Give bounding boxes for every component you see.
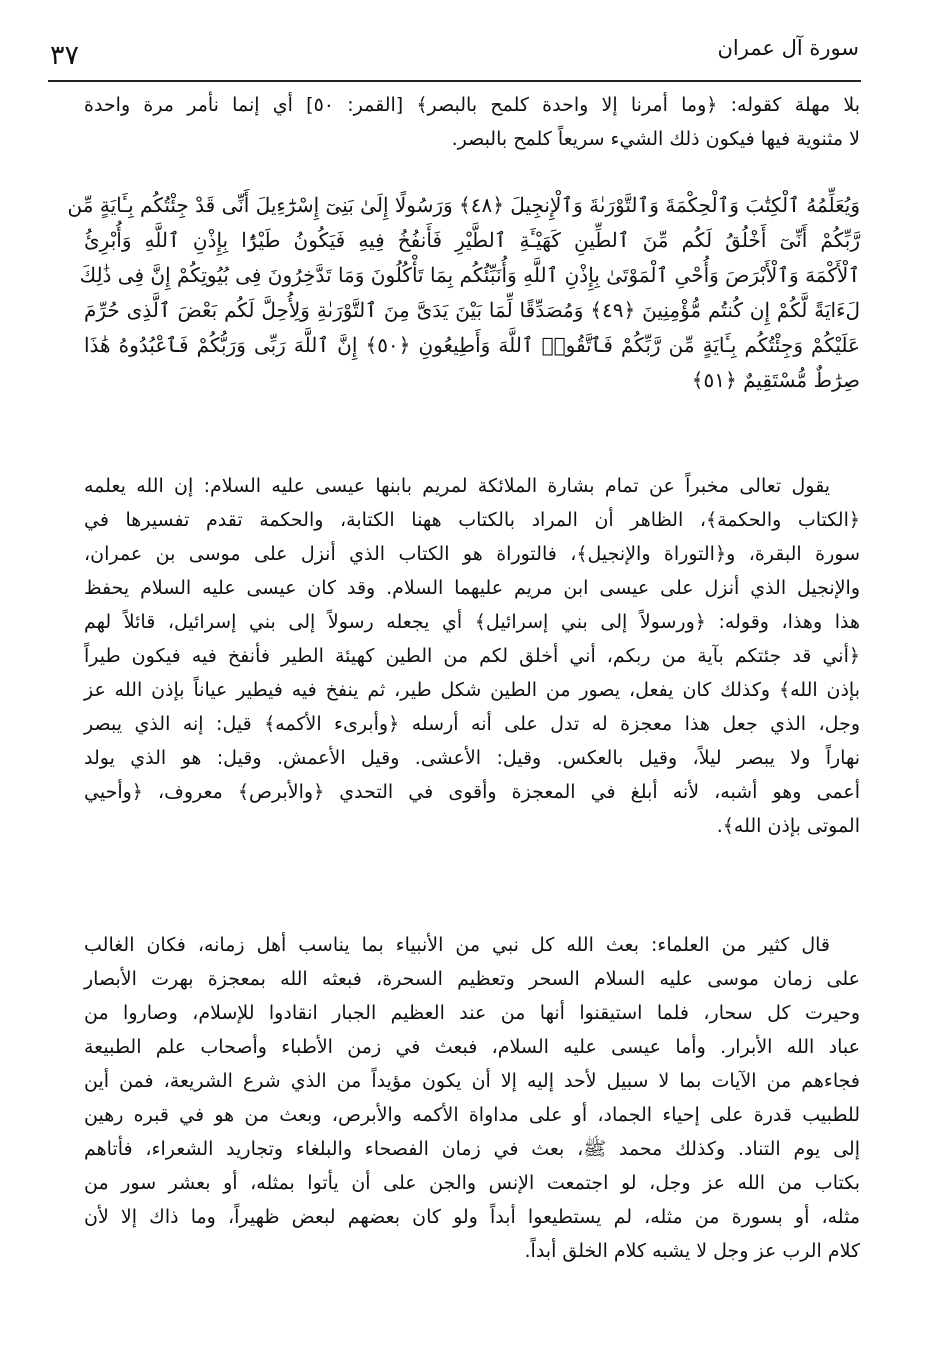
text-line: رَّبِّكُمْ أَنِّىٓ أَخْلُقُ لَكُم مِّنَ ٱلطِّينِ كَهَيْـَٔةِ ٱلطَّيْرِ فَأَنفُخُ فِيهِ فَيَكُونُ طَيْرًۢا بِإِذْنِ ٱللَّهِ وَأُبْرِئُ bbox=[84, 228, 860, 252]
text-line: وَيُعَلِّمُهُ ٱلْكِتَٰبَ وَٱلْحِكْمَةَ وَٱلتَّوْرَىٰةَ وَٱلْإِنجِيلَ ﴿٤٨﴾ وَرَسُولًا إِلَىٰ بَنِىٓ إِسْرَٰٓءِيلَ أَنِّى قَدْ جِئْتُكُم بِـَٔايَةٍ مِّن bbox=[67, 193, 860, 217]
text-line: صِرَٰطٌ مُّسْتَقِيمٌ ﴿٥١﴾ bbox=[691, 368, 860, 392]
text-line: والإنجيل الذي أنزل على عيسى ابن مريم عليهما السلام. وقد كان عيسى عليه السلام يحفظ bbox=[84, 577, 860, 599]
text-line: وجل، الذي جعل هذا معجزة له تدل على أنه أرسله ﴿وأبرىء الأكمه﴾ قيل: إنه الذي يبصر bbox=[84, 713, 860, 735]
text-line: بإذن الله﴾ وكذلك كان يفعل، يصور من الطين شكل طير، ثم ينفخ فيه فيطير عياناً بإذن الله عز bbox=[84, 679, 860, 701]
text-line: لا مثنوية فيها فيكون ذلك الشيء سريعاً كلمح بالبصر. bbox=[451, 128, 860, 150]
intro-paragraph bbox=[84, 88, 860, 156]
text-line: إلى يوم التناد. وكذلك محمد ﷺ، بعث في زمان الفصحاء والبلغاء وتجاريد الشعراء، فأتاهم bbox=[84, 1138, 860, 1160]
text-line: قال كثير من العلماء: بعث الله كل نبي من الأنبياء بما يناسب أهل زمانه، فكان الغالب bbox=[84, 934, 830, 956]
text-line: كلام الرب عز وجل لا يشبه كلام الخلق أبداً. bbox=[524, 1240, 860, 1262]
header-divider bbox=[48, 80, 861, 82]
text-line: بلا مهلة كقوله: ﴿وما أمرنا إلا واحدة كلمح بالبصر﴾ [القمر: ٥٠] أي إنما نأمر مرة واحدة bbox=[84, 94, 860, 116]
text-line: لَءَايَةً لَّكُمْ إِن كُنتُم مُّؤْمِنِينَ ﴿٤٩﴾ وَمُصَدِّقًا لِّمَا بَيْنَ يَدَىَّ مِنَ ٱلتَّوْرَىٰةِ وَلِأُحِلَّ لَكُم بَعْضَ ٱلَّذِى حُرِّمَ bbox=[84, 298, 860, 322]
text-line: أعمى وهو أشبه، لأنه أبلغ في المعجزة وأقوى في التحدي ﴿والأبرص﴾ معروف، ﴿وأحيي bbox=[84, 781, 860, 803]
text-line: للطبيب قدرة على إحياء الجماد، أو على مداواة الأكمه والأبرص، وبعث من هو في قبره رهين bbox=[84, 1104, 860, 1126]
text-line: عباد الله الأبرار. وأما عيسى عليه السلام، فبعث في زمن الأطباء وأصحاب علم الطبيعة bbox=[84, 1036, 860, 1058]
text-line: وحيرت كل سحار، فلما استيقنوا أنها من عند العظيم الجبار انقادوا للإسلام، وصاروا من bbox=[84, 1002, 860, 1024]
text-line: يقول تعالى مخبراً عن تمام بشارة الملائكة لمريم بابنها عيسى عليه السلام: إن الله يعلمه bbox=[84, 475, 830, 497]
text-line: الموتى بإذن الله﴾. bbox=[716, 815, 860, 837]
quran-verses bbox=[67, 188, 860, 398]
text-line: ﴿أني قد جئتكم بآية من ربكم، أني أخلق لكم من الطين كهيئة الطير فأنفخ فيه فيكون طيراً bbox=[84, 645, 860, 667]
text-line: ﴿الكتاب والحكمة﴾، الظاهر أن المراد بالكتاب ههنا الكتابة، والحكمة تقدم تفسيرها في bbox=[84, 509, 860, 531]
commentary-paragraph-2 bbox=[84, 928, 860, 1268]
text-line: هذا وهذا، وقوله: ﴿ورسولاً إلى بني إسرائيل﴾ أي يجعله رسولاً إلى بني إسرائيل، قائلاً لهم bbox=[84, 611, 860, 633]
text-line: عَلَيْكُمْ وَجِئْتُكُم بِـَٔايَةٍ مِّن رَّبِّكُمْ فَٱتَّقُوا۟ ٱللَّهَ وَأَطِيعُونِ ﴿٥٠﴾ إِنَّ ٱللَّهَ رَبِّى وَرَبُّكُمْ فَٱعْبُدُوهُ هَٰذَا bbox=[84, 333, 860, 357]
text-line: نهاراً ولا يبصر ليلاً، وقيل بالعكس. وقيل: الأعشى. وقيل الأعمش. وقيل: هو الذي يولد bbox=[84, 747, 860, 769]
running-title: سورة آل عمران bbox=[717, 36, 859, 60]
text-line: مثله، أو بسورة من مثله، لم يستطيعوا أبداً ولو كان بعضهم لبعض ظهيراً، وما ذاك إلا لأن bbox=[84, 1206, 860, 1228]
text-line: فجاءهم من الآيات بما لا سبيل لأحد إليه إلا أن يكون مؤيداً من الذي شرع الشريعة، فمن أين bbox=[84, 1070, 860, 1092]
page-number: ٣٧ bbox=[50, 40, 80, 71]
text-line: بكتاب من الله عز وجل، لو اجتمعت الإنس والجن على أن يأتوا بمثله، أو بعشر سور من bbox=[84, 1172, 860, 1194]
commentary-paragraph-1 bbox=[84, 469, 860, 843]
text-line: ٱلْأَكْمَهَ وَٱلْأَبْرَصَ وَأُحْىِ ٱلْمَوْتَىٰ بِإِذْنِ ٱللَّهِ وَأُنَبِّئُكُم بِمَا تَأْكُلُونَ وَمَا تَدَّخِرُونَ فِى بُيُوتِكُمْ إِنَّ فِى ذَٰلِكَ bbox=[79, 263, 860, 287]
text-line: على زمان موسى عليه السلام السحر وتعظيم السحرة، فبعثه الله بمعجزة بهرت الأبصار bbox=[84, 968, 860, 990]
text-line: سورة البقرة، و﴿التوراة والإنجيل﴾، فالتوراة هو الكتاب الذي أنزل على موسى بن عمران، bbox=[84, 543, 860, 565]
